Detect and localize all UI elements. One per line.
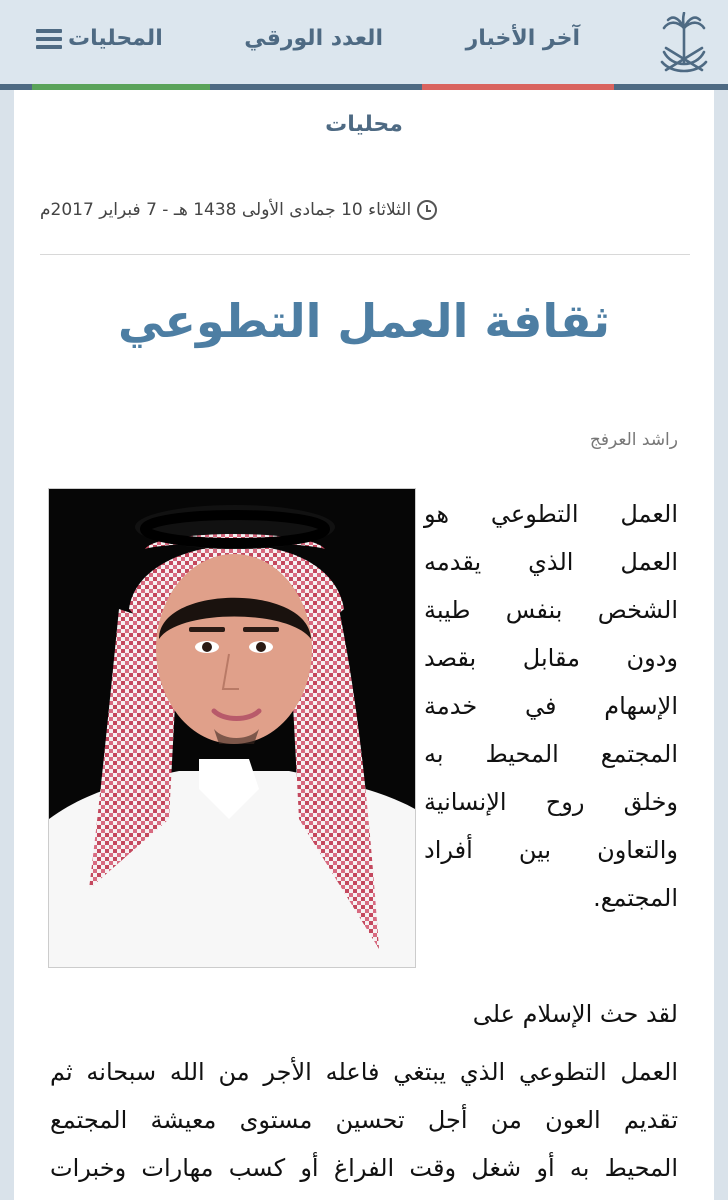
paragraph-line: المجتمع المحيط به (424, 740, 678, 768)
paragraph-line: العمل الذي يقدمه (424, 548, 678, 576)
divider (40, 254, 690, 255)
article-author[interactable]: راشد العرفج (589, 430, 678, 450)
paragraph-line: العمل التطوعي هو (424, 500, 678, 528)
nav-local-label: المحليات (68, 26, 163, 51)
article-date-text: الثلاثاء 10 جمادى الأولى 1438 هـ - 7 فبراير 2017م (40, 200, 412, 220)
paragraph-line: وخلق روح الإنسانية (424, 788, 678, 816)
paragraph-line: المجتمع. (593, 884, 678, 912)
article-paragraph-2 (50, 1048, 678, 1192)
article-date (40, 200, 494, 220)
nav-strip-segment (614, 84, 728, 90)
right-page-margin (714, 90, 728, 1200)
paragraph-line: العمل التطوعي الذي يبتغي فاعله الأجر من الله سبحانه ثم (50, 1058, 678, 1086)
nav-strip-segment (210, 84, 422, 90)
paragraph-line: الإسهام في خدمة (424, 692, 678, 720)
hamburger-menu-icon[interactable] (36, 29, 62, 49)
paragraph-line: الشخص بنفس طيبة (424, 596, 678, 624)
paragraph-line: ودون مقابل بقصد (424, 644, 678, 672)
nav-strip-active-local (32, 84, 210, 90)
paragraph-line: المحيط به أو شغل وقت الفراغ أو كسب مهارات وخبرات (50, 1154, 678, 1182)
clock-icon (417, 200, 437, 220)
paragraph-line: تقديم العون من أجل تحسين مستوى معيشة المجتمع (50, 1106, 678, 1134)
article-paragraph-2-intro: لقد حث الإسلام على (472, 1000, 678, 1028)
left-page-margin (0, 90, 14, 1200)
palm-swords-logo-icon[interactable] (658, 12, 710, 74)
top-navigation-bar (0, 0, 728, 84)
nav-print-edition[interactable]: العدد الورقي (244, 26, 383, 51)
author-photo (48, 488, 416, 968)
nav-latest-news[interactable]: آخر الأخبار (465, 26, 580, 51)
article-paragraph-1 (424, 490, 678, 922)
author-portrait-illustration (49, 489, 415, 967)
nav-local-menu-button[interactable] (36, 26, 163, 51)
nav-strip-latest (422, 84, 614, 90)
paragraph-line: والتعاون بين أفراد (424, 836, 678, 864)
article-title: ثقافة العمل التطوعي (117, 294, 611, 348)
section-title[interactable]: محليات (325, 112, 403, 137)
